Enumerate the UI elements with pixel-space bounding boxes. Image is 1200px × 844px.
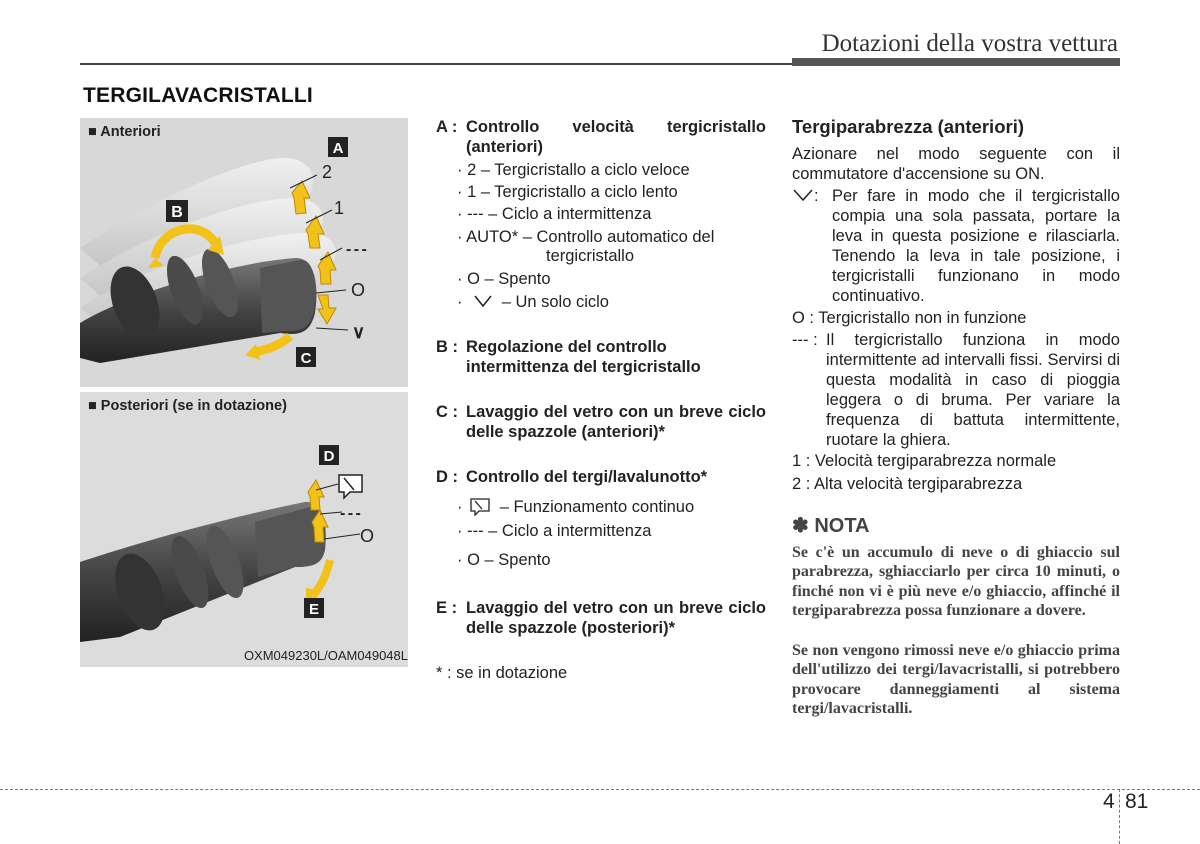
right-heading-text: Tergiparabrezza (anteriori) — [792, 116, 1024, 137]
front-label: ■ Anteriori — [88, 124, 161, 140]
running-header: Dotazioni della vostra vettura — [821, 30, 1118, 57]
mist-colon: : — [814, 187, 819, 205]
letter-b: B — [171, 204, 183, 221]
mist-symbol-icon — [792, 188, 814, 202]
definition-a — [436, 117, 766, 157]
rear-mark-int: - - - — [340, 505, 360, 522]
a-item-slow: · 1 – Tergicristallo a ciclo lento — [457, 183, 678, 201]
a-item-off: · O – Spento — [457, 270, 551, 288]
nota-paragraph-1: Se c'è un accumulo di neve o di ghiaccio sul parabrezza, sghiacciarlo per circa 10 minuti, o finché non vi è più neve e/o ghiaccio, affinché il tergiparabrezza possa funzionare a dovere. — [792, 544, 1120, 620]
mark-int: - - - — [346, 241, 366, 258]
chapter-number: 4 — [1103, 790, 1115, 813]
header-rule — [80, 63, 792, 65]
definition-e — [436, 598, 766, 638]
a-item-mist — [457, 292, 609, 312]
definition-c-text: Lavaggio del vetro con un breve ciclo delle spazzole (anteriori)* — [466, 403, 766, 441]
definition-c-key: C : — [436, 403, 458, 421]
a-item-auto-cont: tergicristallo — [546, 247, 635, 265]
rear-wiper-illustration — [80, 392, 408, 667]
mark-mist: ∨ — [352, 322, 366, 342]
rear-label: ■ Posteriori (se in dotazione) — [88, 398, 287, 414]
mist-definition — [792, 186, 1120, 306]
d-item-continuous — [457, 496, 694, 517]
speed2-definition: 2 : Alta velocità tergiparabrezza — [792, 475, 1023, 493]
definition-b-text: Regolazione del controllo intermittenza del tergicristallo — [466, 338, 701, 376]
header-rule-accent — [792, 58, 1120, 66]
d-item-dot: · — [457, 498, 463, 516]
a-item-auto: · AUTO* – Controllo automatico del — [457, 228, 715, 246]
definition-a-text: Controllo velocità tergicristallo (anteriori) — [466, 118, 766, 156]
image-code: OXM049230L/OAM049048L — [243, 648, 408, 663]
a-item-intermittent: · --- – Ciclo a intermittenza — [457, 205, 652, 223]
intermittent-definition — [792, 330, 1120, 450]
footer-separator — [1119, 789, 1120, 844]
mist-icon — [473, 294, 493, 308]
front-lever-drawing — [80, 118, 408, 387]
definition-e-key: E : — [436, 599, 458, 617]
speed1-definition: 1 : Velocità tergiparabrezza normale — [792, 452, 1057, 470]
letter-e: E — [308, 601, 320, 618]
a-item-fast: · 2 – Tergicristallo a ciclo veloce — [457, 161, 690, 179]
definition-d-key: D : — [436, 468, 458, 486]
page-number: 81 — [1125, 790, 1149, 813]
a-item-mist-text: – Un solo ciclo — [501, 293, 609, 311]
letter-d: D — [323, 448, 335, 465]
definition-a-key: A : — [436, 118, 458, 136]
a-item-mist-dot: · — [457, 293, 463, 311]
section-title: TERGILAVACRISTALLI — [83, 84, 313, 107]
footer-rule — [0, 789, 1200, 790]
definition-d-text: Controllo del tergi/lavalunotto* — [466, 468, 708, 486]
intermittent-text: Il tergicristallo funziona in modo intermittente ad intervalli fissi. Servirsi di questa modalità in caso di pioggia leggera o di bruma. Per variare la frequenza di battuta intermittente, ruotare la ghiera. — [826, 331, 1120, 449]
d-item-intermittent: · --- – Ciclo a intermittenza — [457, 522, 652, 540]
definition-b-key: B : — [436, 338, 458, 356]
definition-b — [436, 337, 766, 377]
mark-off: O — [351, 280, 366, 300]
mark-2: 2 — [322, 162, 333, 182]
letter-c: C — [300, 350, 312, 367]
intermittent-key: --- : — [792, 331, 818, 349]
mist-definition-text: Per fare in modo che il tergicristallo compia una sola passata, portare la leva in questa posizione e rilasciarla. Tenendo la leva in tale posizione, i tergicristalli funzionano in modo continuativo. — [832, 187, 1120, 305]
definition-c — [436, 402, 766, 442]
definition-e-text: Lavaggio del vetro con un breve ciclo delle spazzole (posteriori)* — [466, 599, 766, 637]
rear-wiper-icon — [469, 496, 491, 516]
nota-paragraph-2: Se non vengono rimossi neve e/o ghiaccio prima dell'utilizzo dei tergi/lavacristalli, si potrebbero provocare danneggiamenti al sistema tergi/lavacristalli. — [792, 642, 1120, 718]
letter-a: A — [332, 140, 344, 157]
mist-definition-key — [792, 186, 819, 206]
nota-title: ✽ NOTA — [792, 515, 870, 537]
mark-1: 1 — [334, 198, 345, 218]
rear-lever-drawing — [80, 392, 408, 667]
front-wiper-illustration — [80, 118, 408, 387]
footnote: * : se in dotazione — [436, 664, 568, 682]
definition-d — [436, 467, 766, 487]
rear-mark-off: O — [360, 526, 375, 546]
right-heading — [792, 117, 1120, 138]
d-item-continuous-text: – Funzionamento continuo — [499, 498, 695, 516]
off-definition: O : Tergicristallo non in funzione — [792, 309, 1027, 327]
right-intro: Azionare nel modo seguente con il commutatore d'accensione su ON. — [792, 145, 1120, 183]
d-item-off: · O – Spento — [457, 551, 551, 569]
